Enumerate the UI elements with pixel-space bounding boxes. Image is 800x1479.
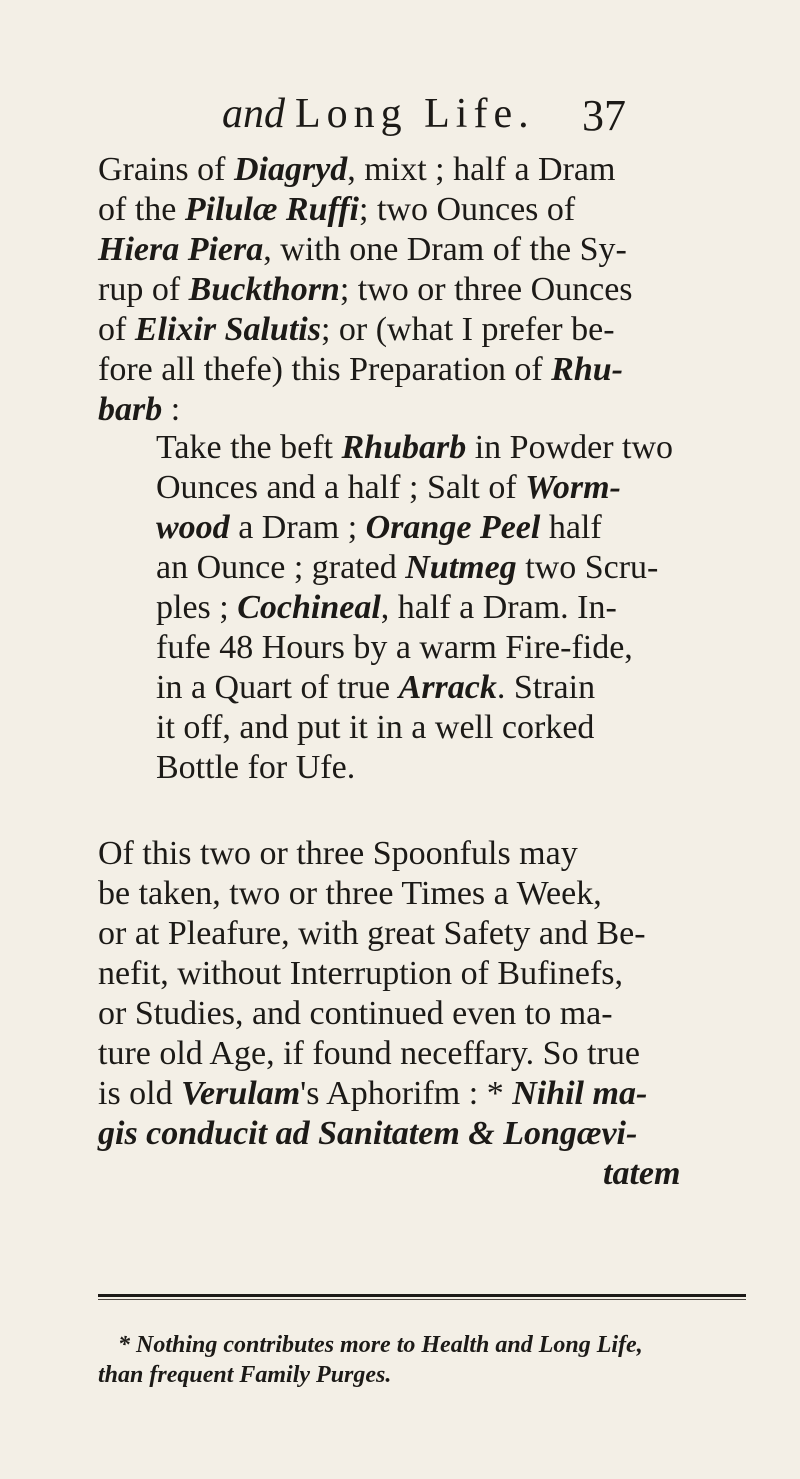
footnote [98, 1330, 748, 1390]
text-run: Bottle for Ufe. [156, 749, 356, 786]
italic-term: Rhubarb [341, 429, 467, 466]
italic-term: Pilulæ Ruffi [184, 191, 359, 228]
text-run: of [98, 311, 135, 348]
text-run: fore all thefe) this Preparation of [98, 351, 552, 388]
text-line [98, 350, 633, 390]
text-run: fufe 48 Hours by a warm Fire-fide, [156, 629, 633, 666]
footnote-rule [98, 1294, 746, 1297]
text-run: ples ; [156, 589, 238, 626]
text-line [98, 310, 633, 350]
text-run: ; or (what I prefer be- [320, 311, 615, 348]
text-line [156, 428, 673, 468]
text-run: ; two or three Ounces [339, 271, 633, 308]
recipe-paragraph [156, 428, 673, 788]
italic-term: Worm- [525, 469, 621, 506]
text-line [98, 1114, 680, 1154]
text-run: a Dram ; [229, 509, 366, 546]
text-line [98, 994, 680, 1034]
text-run: half [540, 509, 602, 546]
text-run: : [162, 391, 181, 428]
footnote-line-2: than frequent Family Purges. [98, 1362, 392, 1388]
text-run: be taken, two or three Times a Week, [98, 875, 602, 912]
text-line [98, 390, 633, 430]
text-line [98, 270, 633, 310]
italic-term: Orange Peel [365, 509, 541, 546]
text-line [156, 548, 673, 588]
text-line [156, 468, 673, 508]
text-line [98, 190, 633, 230]
text-line [98, 954, 680, 994]
text-line [156, 508, 673, 548]
text-run: is old [98, 1075, 182, 1112]
text-run: Of this two or three Spoonfuls may [98, 835, 578, 872]
text-run: , with one Dram of the Sy- [263, 231, 627, 268]
text-run: or at Pleafure, with great Safety and Be- [98, 915, 646, 952]
text-run: , half a Dram. In- [380, 589, 617, 626]
italic-term: gis conducit ad Sanitatem & Longævi- [98, 1115, 638, 1152]
text-line [156, 628, 673, 668]
text-line [156, 588, 673, 628]
italic-term: Elixir Salutis [134, 311, 321, 348]
dosage-paragraph [98, 834, 680, 1194]
text-run: ture old Age, if found neceffary. So true [98, 1035, 640, 1072]
header-title: Long Life. [295, 91, 535, 137]
page-number: 37 [582, 91, 626, 140]
text-run: Take the beft [156, 429, 342, 466]
text-run: in a Quart of true [156, 669, 399, 706]
italic-term: wood [156, 509, 230, 546]
text-run: an Ounce ; grated [156, 549, 406, 586]
italic-term: Arrack [398, 669, 497, 706]
text-run: . Strain [496, 669, 596, 706]
italic-term: Cochineal [237, 589, 381, 626]
italic-term: Nihil ma- [512, 1075, 648, 1112]
italic-term: Buckthorn [188, 271, 340, 308]
text-line [98, 1034, 680, 1074]
text-line [156, 748, 673, 788]
text-line [156, 708, 673, 748]
text-run: Ounces and a half ; Salt of [156, 469, 526, 506]
running-header [222, 90, 722, 138]
text-line [98, 874, 680, 914]
text-line [156, 668, 673, 708]
italic-term: Rhu- [551, 351, 623, 388]
text-run: , mixt ; half a Dram [347, 151, 616, 188]
footnote-line-1: * Nothing contributes more to Health and Long Life, [118, 1332, 643, 1358]
text-run: 's Aphorifm : * [300, 1075, 513, 1112]
italic-term: Verulam [181, 1075, 301, 1112]
text-line [98, 914, 680, 954]
italic-term: Nutmeg [405, 549, 517, 586]
text-run: nefit, without Interruption of Bufinefs, [98, 955, 624, 992]
italic-term: Hiera Piera [98, 231, 264, 268]
header-lead: and [222, 91, 285, 137]
footnote-rule-thin [98, 1299, 746, 1300]
text-line [98, 150, 633, 190]
text-run: ; two Ounces of [359, 191, 576, 228]
intro-paragraph [98, 150, 633, 430]
text-run: or Studies, and continued even to ma- [98, 995, 613, 1032]
text-run: rup of [98, 271, 189, 308]
text-run: two Scru- [516, 549, 659, 586]
text-line [98, 834, 680, 874]
text-run: it off, and put it in a well corked [156, 709, 595, 746]
text-line [98, 1074, 680, 1114]
text-line: tatem [603, 1155, 681, 1192]
italic-term: barb [98, 391, 163, 428]
text-run: in Powder two [466, 429, 674, 466]
text-line [98, 230, 633, 270]
text-run: of the [98, 191, 185, 228]
italic-term: Diagryd [233, 151, 348, 188]
text-run: Grains of [98, 151, 234, 188]
